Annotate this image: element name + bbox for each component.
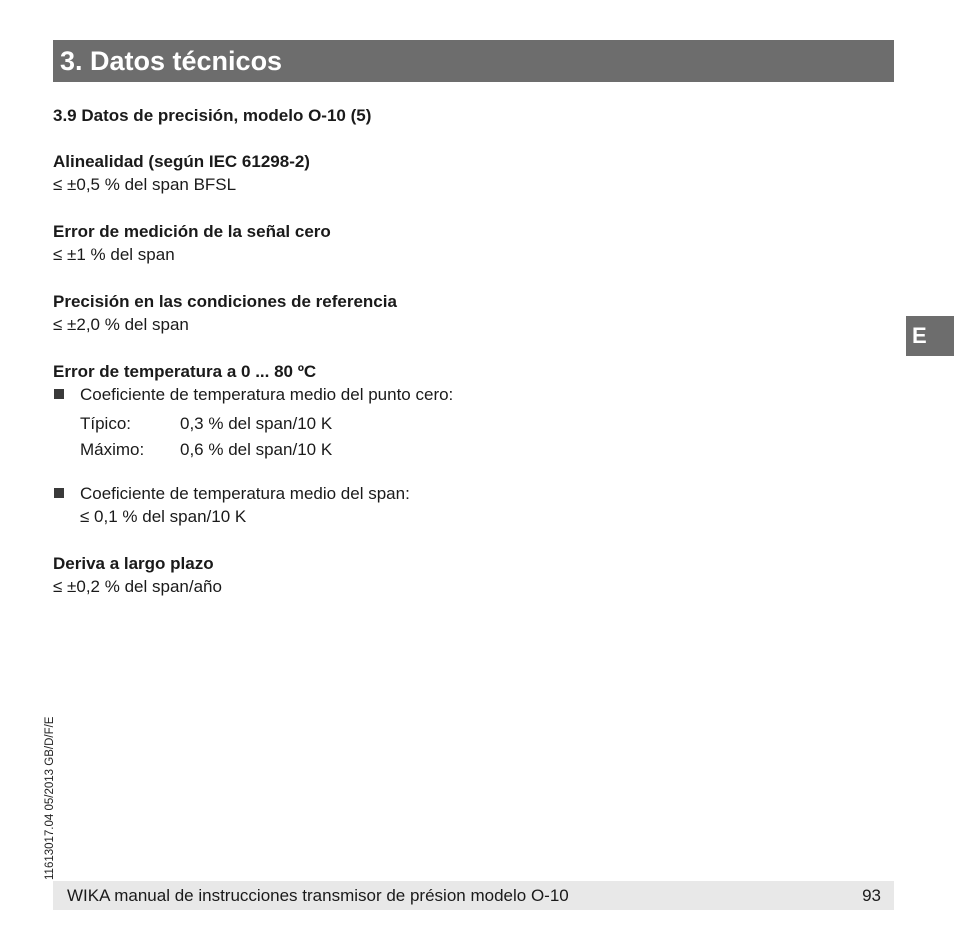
spec-value: ≤ ±1 % del span [53,245,175,264]
subsection-title: 3.9 Datos de precisión, modelo O-10 (5) [53,106,372,125]
square-bullet-icon [54,488,64,498]
spec-value: ≤ ±0,2 % del span/año [53,577,222,596]
spec-title: Alinealidad (según IEC 61298-2) [53,152,310,171]
spec-title: Precisión en las condiciones de referencia [53,292,397,311]
spec-value: ≤ 0,1 % del span/10 K [80,507,247,526]
table-row [80,410,853,436]
page-content [53,104,853,598]
page-number: 93 [862,886,881,905]
spec-title: Error de temperatura a 0 ... 80 ºC [53,362,317,381]
bullet-label: Coeficiente de temperatura medio del span: [80,484,410,503]
row-value: 0,6 % del span/10 K [180,439,333,459]
bullet-label: Coeficiente de temperatura medio del punto cero: [80,385,454,404]
language-tab [906,316,954,356]
spec-block-temperature-error [53,360,853,528]
spec-block-long-term-drift [53,552,853,598]
spacer [53,462,853,482]
zero-point-table [80,410,853,462]
footer-text: WIKA manual de instrucciones transmisor de présion modelo O-10 [67,886,569,905]
spec-block-zero-error [53,220,853,266]
section-header [53,40,894,82]
language-tab-label: E [912,323,927,348]
spec-block-nonlinearity [53,150,853,196]
list-item-zero-point [53,383,853,406]
section-title: 3. Datos técnicos [60,46,283,76]
spec-block-reference-accuracy [53,290,853,336]
page-footer [53,881,894,910]
document-code: 11613017.04 05/2013 GB/D/F/E [44,716,56,880]
table-row [80,436,853,462]
spec-title: Error de medición de la señal cero [53,222,331,241]
row-label: Máximo: [80,439,145,459]
row-value: 0,3 % del span/10 K [180,413,333,433]
spec-value: ≤ ±2,0 % del span [53,315,189,334]
list-item-span [53,482,853,505]
spec-value: ≤ ±0,5 % del span BFSL [53,175,237,194]
square-bullet-icon [54,389,64,399]
row-label: Típico: [80,413,132,433]
spec-title: Deriva a largo plazo [53,554,214,573]
